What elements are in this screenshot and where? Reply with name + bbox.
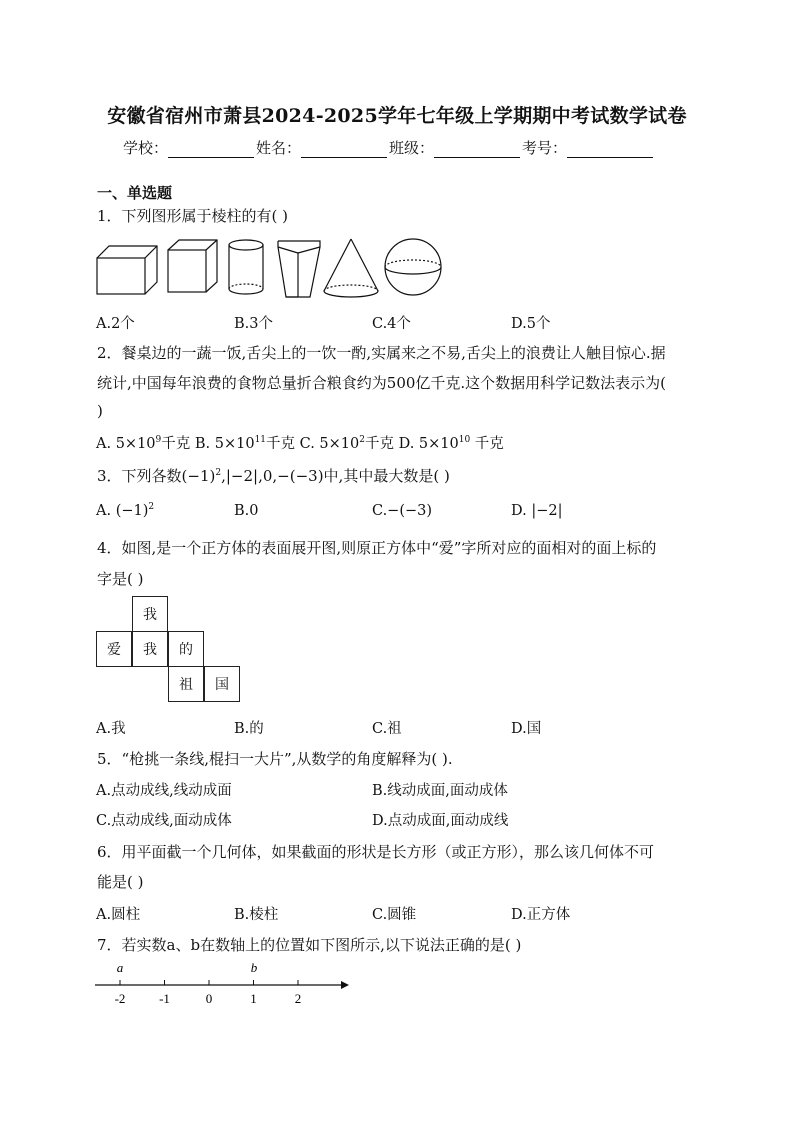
q2-option-d[interactable]: D. $5\times 10^{10}$ 千克 (398, 435, 504, 452)
tick-label: 0 (205, 991, 213, 1006)
q2-stem-line1: 2．餐桌边的一蔬一饭,舌尖上的一饮一酌,实属来之不易,舌尖上的浪费让人触目惊心.据 (97, 344, 666, 362)
name-label: 姓名： (256, 139, 302, 157)
q3-option-d[interactable]: D. |−2| (511, 503, 563, 519)
q5-option-d[interactable]: D.点动成面,面动成线 (372, 813, 509, 829)
q5-option-c[interactable]: C.点动成线,面动成体 (96, 813, 232, 829)
page-title: 安徽省宿州市萧县2024-2025学年七年级上学期期中考试数学试卷 (107, 105, 687, 127)
school-label: 学校： (123, 139, 169, 157)
q5-option-a[interactable]: A.点动成线,线动成面 (96, 783, 232, 799)
point-b-label: b (250, 960, 258, 975)
q2-option-b[interactable]: B. $5\times 10^{11}$千克 (194, 435, 296, 452)
frustum-prism-icon (278, 241, 320, 297)
net-cell-zu: 祖 (168, 666, 204, 702)
cone-icon (324, 239, 378, 297)
number-line-figure (93, 958, 353, 1008)
q1-stem: 1．下列图形属于棱柱的有( ) (97, 207, 289, 225)
q4-option-d[interactable]: D.国 (511, 721, 542, 737)
q2-option-a[interactable]: A. $5\times 10^9$千克 (96, 435, 191, 452)
q1-option-c[interactable]: C.4个 (372, 316, 411, 332)
name-field[interactable] (301, 141, 387, 158)
point-a-label: a (116, 960, 124, 975)
q3-option-a[interactable]: A. $(-1)^2$ (96, 502, 155, 519)
cube-icon (168, 240, 217, 292)
cuboid-icon (97, 246, 157, 294)
number-line-arrow (341, 981, 349, 989)
q6-option-c[interactable]: C.圆锥 (372, 907, 417, 923)
q4-stem-line2: 字是( ) (97, 570, 144, 588)
id-field[interactable] (567, 141, 653, 158)
net-cell-wo: 我 (132, 631, 168, 667)
tick-label: -1 (159, 991, 170, 1006)
q6-stem-line1: 6．用平面截一个几何体，如果截面的形状是长方形（或正方形），那么该几何体不可 (97, 843, 655, 861)
q4-stem-line1: 4．如图,是一个正方体的表面展开图,则原正方体中“爱”字所对应的面相对的面上标的 (97, 539, 657, 557)
q6-stem-line2: 能是( ) (97, 873, 144, 891)
number-line-ticks (115, 980, 302, 1006)
q5-stem: 5．“枪挑一条线,棍扫一大片”,从数学的角度解释为( ). (97, 750, 453, 768)
q5-option-b[interactable]: B.线动成面,面动成体 (372, 783, 508, 799)
q2-stem-line3: ) (97, 402, 103, 420)
tick-label: 2 (294, 991, 302, 1006)
class-label: 班级： (389, 139, 435, 157)
id-label: 考号： (522, 139, 568, 157)
student-info-row (123, 137, 655, 158)
q1-shapes-figure (95, 236, 445, 302)
q1-option-a[interactable]: A.2个 (96, 316, 135, 332)
q4-option-a[interactable]: A.我 (96, 721, 126, 737)
class-field[interactable] (434, 141, 520, 158)
q3-option-b[interactable]: B.0 (234, 503, 259, 519)
q6-option-d[interactable]: D.正方体 (511, 907, 571, 923)
q2-options-row (96, 432, 504, 453)
section-heading: 一、单选题 (97, 184, 173, 202)
sphere-icon (385, 239, 441, 295)
q6-option-b[interactable]: B.棱柱 (234, 907, 279, 923)
q4-option-b[interactable]: B.的 (234, 721, 264, 737)
net-cell-de: 的 (168, 631, 204, 667)
q2-option-c[interactable]: C. $5\times 10^2$千克 (299, 435, 394, 452)
q4-option-c[interactable]: C.祖 (372, 721, 402, 737)
q3-stem: 3．下列各数$(-1)^2,|-2|,0,-(-3)$中,其中最大数是( ) (97, 467, 450, 485)
school-field[interactable] (168, 141, 254, 158)
net-cell-ai: 爱 (96, 631, 132, 667)
tick-label: 1 (250, 991, 257, 1006)
cylinder-icon (229, 240, 263, 294)
tick-label: -2 (114, 991, 126, 1006)
q3-option-c[interactable]: C.−(−3) (372, 503, 433, 519)
q1-option-d[interactable]: D.5个 (511, 316, 551, 332)
q1-option-b[interactable]: B.3个 (234, 316, 273, 332)
q2-stem-line2: 统计,中国每年浪费的食物总量折合粮食约为500亿千克.这个数据用科学记数法表示为( (97, 374, 667, 392)
net-cell-guo: 国 (204, 666, 240, 702)
q6-option-a[interactable]: A.圆柱 (96, 907, 141, 923)
net-cell-top: 我 (132, 596, 168, 632)
q7-stem: 7．若实数a、b在数轴上的位置如下图所示,以下说法正确的是( ) (97, 936, 522, 954)
